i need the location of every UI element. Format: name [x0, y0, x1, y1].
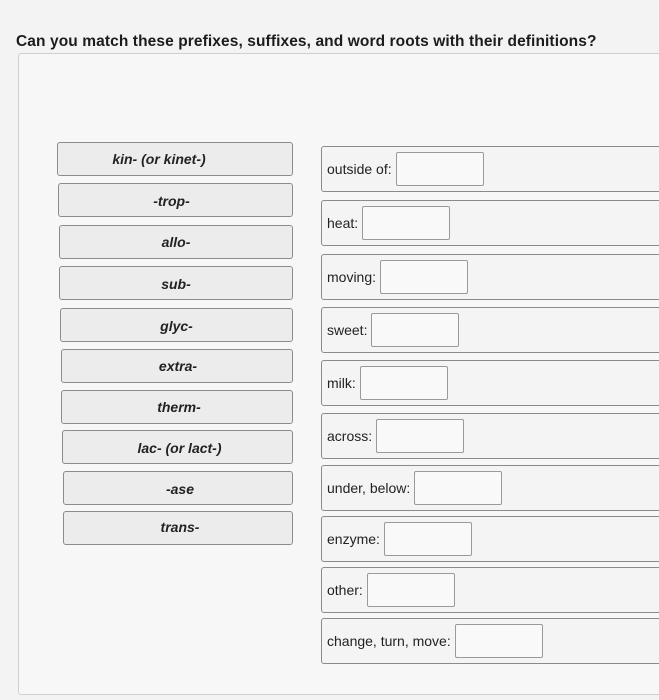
term-label: kin- (or kinet-)	[112, 151, 206, 167]
definition-row-outside-of	[321, 146, 659, 192]
definition-row-milk	[321, 360, 659, 406]
definition-label: across:	[327, 428, 373, 444]
term-label: extra-	[158, 358, 198, 374]
definition-row-heat	[321, 200, 659, 246]
term-label: sub-	[161, 276, 191, 292]
term-tile-trans[interactable]	[63, 511, 293, 545]
term-tile-extra[interactable]	[61, 349, 293, 383]
definition-label: change, turn, move:	[327, 633, 451, 649]
definition-label: sweet:	[327, 322, 368, 338]
definition-label: heat:	[327, 215, 359, 231]
drop-target[interactable]	[455, 624, 543, 658]
term-label: -ase	[165, 481, 195, 497]
drop-target[interactable]	[367, 573, 455, 607]
drop-target[interactable]	[396, 152, 484, 186]
definition-row-under-below	[321, 465, 659, 511]
drop-target[interactable]	[362, 206, 450, 240]
term-tile-sub[interactable]	[59, 266, 293, 300]
drop-target[interactable]	[376, 419, 464, 453]
definition-row-moving	[321, 254, 659, 300]
term-label: therm-	[157, 399, 201, 415]
definition-row-change-turn-move	[321, 618, 659, 664]
definition-label: other:	[327, 582, 363, 598]
definition-row-across	[321, 413, 659, 459]
drop-target[interactable]	[371, 313, 459, 347]
drop-target[interactable]	[384, 522, 472, 556]
drop-target[interactable]	[414, 471, 502, 505]
term-label: -trop-	[153, 193, 190, 209]
term-tile-kin[interactable]	[57, 142, 293, 176]
term-label: glyc-	[160, 318, 193, 334]
definition-row-enzyme	[321, 516, 659, 562]
definition-label: moving:	[327, 269, 377, 285]
term-tile-lac[interactable]	[62, 430, 293, 464]
definition-row-other	[321, 567, 659, 613]
definition-label: under, below:	[327, 480, 411, 496]
definition-row-sweet	[321, 307, 659, 353]
question-title: Can you match these prefixes, suffixes, and word roots with their definitions?	[16, 33, 597, 50]
term-tile-therm[interactable]	[61, 390, 293, 424]
drop-target[interactable]	[360, 366, 448, 400]
definition-label: enzyme:	[327, 531, 380, 547]
definition-label: outside of:	[327, 161, 392, 177]
definition-label: milk:	[327, 375, 356, 391]
term-tile-glyc[interactable]	[60, 308, 293, 342]
term-tile-allo[interactable]	[59, 225, 293, 259]
term-label: allo-	[161, 234, 191, 250]
term-tile-ase[interactable]	[63, 471, 293, 505]
term-label: trans-	[160, 519, 200, 535]
drop-target[interactable]	[380, 260, 468, 294]
term-tile-trop[interactable]	[58, 183, 293, 217]
term-label: lac- (or lact-)	[137, 440, 222, 456]
